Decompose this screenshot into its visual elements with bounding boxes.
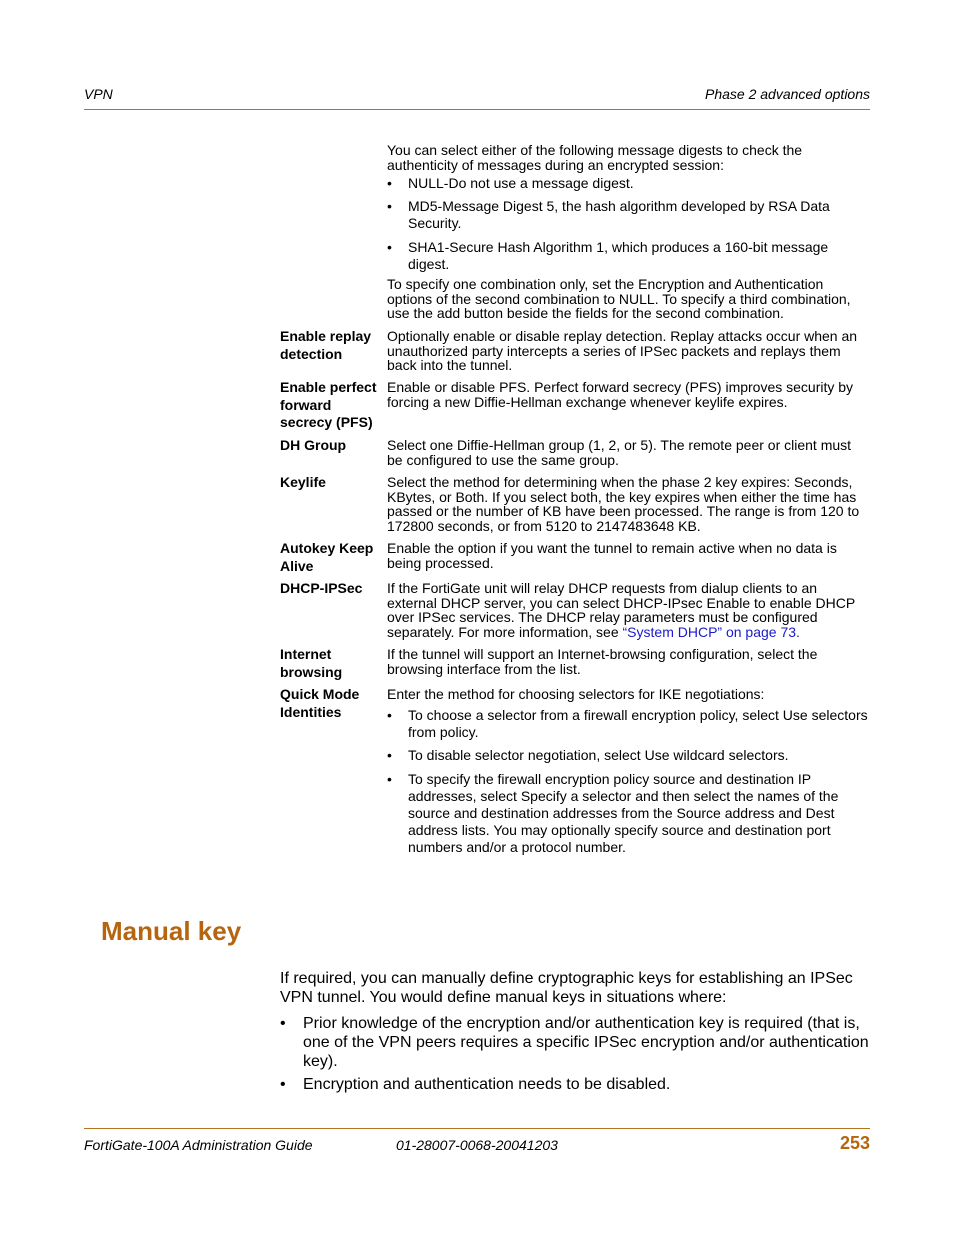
row-label-quick-mode: Quick Mode Identities	[280, 686, 360, 720]
list-item-text: MD5-Message Digest 5, the hash algorithm developed by RSA Data Security.	[408, 198, 830, 231]
footer-doc-number: 01-28007-0068-20041203	[396, 1137, 558, 1153]
list-item-text: To specify the firewall encryption policy source and destination IP addresses, select Specify a selector and then select the names of the source and destination addresses from the Source address and Dest address lists. You may optionally specify source and destination port numbers and/or a protocol number.	[408, 771, 839, 855]
bullet: •	[387, 707, 392, 723]
row-label-dhcp-ipsec: DHCP-IPSec	[280, 580, 363, 596]
header-rule	[84, 109, 870, 110]
row-desc-dhcp-text: If the FortiGate unit will relay DHCP requests from dialup clients to an external DHCP server, you can select DHCP-IPsec Enable to enable DHCP over IPSec services. The DHCP relay parameters must be configured separately. For more information, see	[387, 580, 855, 640]
running-header-right: Phase 2 advanced options	[704, 86, 870, 102]
bullet: •	[387, 747, 392, 763]
section-heading: Manual key	[101, 916, 242, 946]
bullet: •	[280, 1076, 286, 1093]
bullet: •	[387, 771, 392, 787]
list-item-text: To choose a selector from a firewall encryption policy, select Use selectors from policy.	[408, 707, 868, 740]
running-header-left: VPN	[84, 86, 113, 102]
list-item-text: NULL-Do not use a message digest.	[408, 175, 634, 191]
bullet: •	[280, 1015, 286, 1032]
footer-rule	[84, 1128, 870, 1129]
list-item-text: To disable selector negotiation, select Use wildcard selectors.	[408, 747, 789, 763]
row-desc-replay: Optionally enable or disable replay detection. Replay attacks occur when an unauthorized party intercepts a series of IPSec packets and replays them back into the tunnel.	[387, 328, 858, 373]
page-number: 253	[839, 1133, 870, 1153]
bullet: •	[387, 198, 392, 214]
list-item-text: Prior knowledge of the encryption and/or authentication key is required (that is, one of the VPN peers requires a specific IPSec encryption and/or authentication key).	[303, 1015, 869, 1070]
row-desc-keepalive: Enable the option if you want the tunnel to remain active when no data is being processed.	[387, 540, 837, 571]
row-desc-dhcp-ipsec	[387, 581, 870, 639]
row-desc-keylife: Select the method for determining when the phase 2 key expires: Seconds, KBytes, or Both. If you select both, the key expires when either the time has passed or the number of KB have been processed. The range is from 120 to 172800 seconds, or from 5120 to 2147483648 KB.	[387, 474, 860, 534]
system-dhcp-link[interactable]: “System DHCP” on page 73.	[622, 623, 800, 640]
row-label-keylife: Keylife	[280, 474, 326, 490]
intro-text: You can select either of the following message digests to check the authenticity of messages during an encrypted session:	[387, 142, 803, 173]
row-desc-quick-mode: Enter the method for choosing selectors for IKE negotiations:	[387, 686, 765, 702]
list-item-text: SHA1-Secure Hash Algorithm 1, which produces a 160-bit message digest.	[408, 239, 829, 272]
bullet: •	[387, 175, 392, 191]
row-label-dh-group: DH Group	[280, 437, 347, 453]
row-label-pfs: Enable perfect forward secrecy (PFS)	[280, 379, 377, 430]
footer-title: FortiGate-100A Administration Guide	[84, 1137, 313, 1153]
row-label-keepalive: Autokey Keep Alive	[280, 540, 374, 574]
row-desc-internet-browsing: If the tunnel will support an Internet-browsing configuration, select the browsing interface from the list.	[387, 646, 818, 677]
row-desc-pfs: Enable or disable PFS. Perfect forward secrecy (PFS) improves security by forcing a new Diffie-Hellman exchange whenever keylife expires.	[387, 379, 854, 410]
row-desc-dh-group: Select one Diffie-Hellman group (1, 2, or 5). The remote peer or client must be configured to use the same group.	[387, 437, 852, 468]
row-label-internet-browsing: Internet browsing	[280, 646, 343, 680]
bullet: •	[387, 239, 392, 255]
list-item-text: Encryption and authentication needs to be disabled.	[303, 1076, 671, 1093]
row-label-replay: Enable replay detection	[280, 328, 372, 362]
section-text: If required, you can manually define cryptographic keys for establishing an IPSec VPN tunnel. You would define manual keys in situations where:	[280, 970, 853, 1006]
intro-note: To specify one combination only, set the Encryption and Authentication options of the second combination to NULL. To specify a third combination, use the add button beside the fields for the second combination.	[387, 276, 851, 321]
